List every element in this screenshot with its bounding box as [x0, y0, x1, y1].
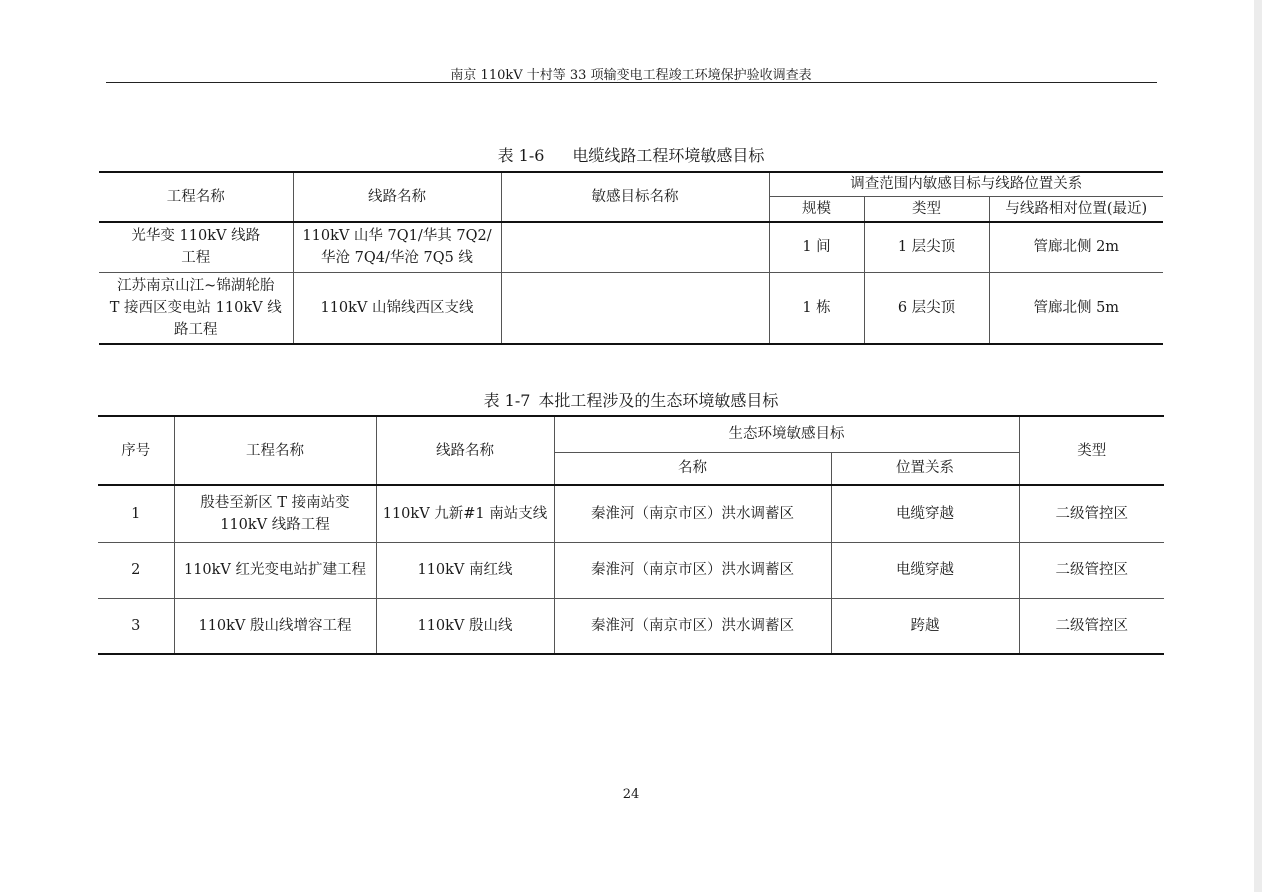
table-cell	[99, 272, 293, 344]
cell-line: 光华变 110kV 线路	[131, 228, 261, 245]
cell-line: 路工程	[174, 321, 218, 338]
table-1-6-header-row	[99, 172, 1163, 196]
header-cell: 类型	[1019, 416, 1164, 485]
table-cell: 跨越	[831, 598, 1019, 654]
table-row	[99, 222, 1163, 272]
table-1-7-caption-number: 表 1-7	[483, 391, 531, 410]
cell-line: 江苏南京山江~锦湖轮胎	[117, 277, 275, 294]
table-cell: 秦淮河（南京市区）洪水调蓄区	[554, 485, 831, 542]
header-cell: 工程名称	[99, 172, 293, 222]
table-cell: 二级管控区	[1019, 542, 1164, 598]
page-number: 24	[622, 787, 640, 802]
table-row	[98, 542, 1164, 598]
table-row	[99, 272, 1163, 344]
table-cell	[501, 272, 769, 344]
table-1-6-caption-number: 表 1-6	[497, 146, 545, 165]
table-row	[98, 598, 1164, 654]
table-cell: 秦淮河（南京市区）洪水调蓄区	[554, 542, 831, 598]
table-1-6-caption	[0, 143, 1262, 166]
table-cell: 1 栋	[769, 272, 864, 344]
page-edge-shade	[1254, 0, 1262, 892]
cell-line: 110kV 线路工程	[220, 516, 330, 533]
table-cell	[174, 485, 376, 542]
table-cell: 2	[98, 542, 174, 598]
cell-line: 110kV 山华 7Q1/华其 7Q2/	[302, 228, 492, 245]
table-cell: 1	[98, 485, 174, 542]
header-cell: 序号	[98, 416, 174, 485]
header-cell: 位置关系	[831, 452, 1019, 485]
cell-line: 华沧 7Q4/华沧 7Q5 线	[321, 250, 473, 267]
table-cell: 1 间	[769, 222, 864, 272]
table-cell: 管廊北侧 5m	[989, 272, 1163, 344]
table-cell	[99, 222, 293, 272]
table-cell: 6 层尖顶	[864, 272, 989, 344]
table-1-6-caption-title: 电缆线路工程环境敏感目标	[572, 146, 765, 165]
table-cell: 秦淮河（南京市区）洪水调蓄区	[554, 598, 831, 654]
header-cell: 工程名称	[174, 416, 376, 485]
table-cell: 110kV 殷山线	[376, 598, 554, 654]
table-cell	[501, 222, 769, 272]
cell-line: 殷巷至新区 T 接南站变	[200, 494, 350, 511]
table-cell: 110kV 山锦线西区支线	[293, 272, 501, 344]
table-cell: 110kV 九新#1 南站支线	[376, 485, 554, 542]
header-cell: 线路名称	[293, 172, 501, 222]
table-cell: 110kV 红光变电站扩建工程	[174, 542, 376, 598]
table-row	[98, 485, 1164, 542]
table-cell: 电缆穿越	[831, 485, 1019, 542]
table-cell: 1 层尖顶	[864, 222, 989, 272]
table-1-7-caption	[0, 388, 1262, 411]
cell-line: 工程	[181, 250, 211, 267]
table-cell: 电缆穿越	[831, 542, 1019, 598]
header-cell: 规模	[769, 196, 864, 222]
header-cell: 线路名称	[376, 416, 554, 485]
header-cell: 生态环境敏感目标	[554, 416, 1019, 452]
table-cell: 管廊北侧 2m	[989, 222, 1163, 272]
header-cell: 敏感目标名称	[501, 172, 769, 222]
table-cell: 110kV 南红线	[376, 542, 554, 598]
cell-line: T 接西区变电站 110kV 线	[109, 299, 282, 316]
table-cell: 二级管控区	[1019, 598, 1164, 654]
table-1-6	[99, 171, 1163, 345]
table-1-7	[98, 415, 1164, 655]
header-rule	[106, 82, 1157, 83]
table-cell	[293, 222, 501, 272]
table-cell: 3	[98, 598, 174, 654]
table-1-7-header-row	[98, 416, 1164, 452]
table-cell: 110kV 殷山线增容工程	[174, 598, 376, 654]
header-cell: 名称	[554, 452, 831, 485]
header-cell: 类型	[864, 196, 989, 222]
running-header: 南京 110kV 十村等 33 项输变电工程竣工环境保护验收调查表	[450, 68, 812, 83]
table-1-7-caption-title: 本批工程涉及的生态环境敏感目标	[538, 391, 779, 410]
header-cell: 调查范围内敏感目标与线路位置关系	[769, 172, 1163, 196]
header-cell: 与线路相对位置(最近)	[989, 196, 1163, 222]
table-cell: 二级管控区	[1019, 485, 1164, 542]
